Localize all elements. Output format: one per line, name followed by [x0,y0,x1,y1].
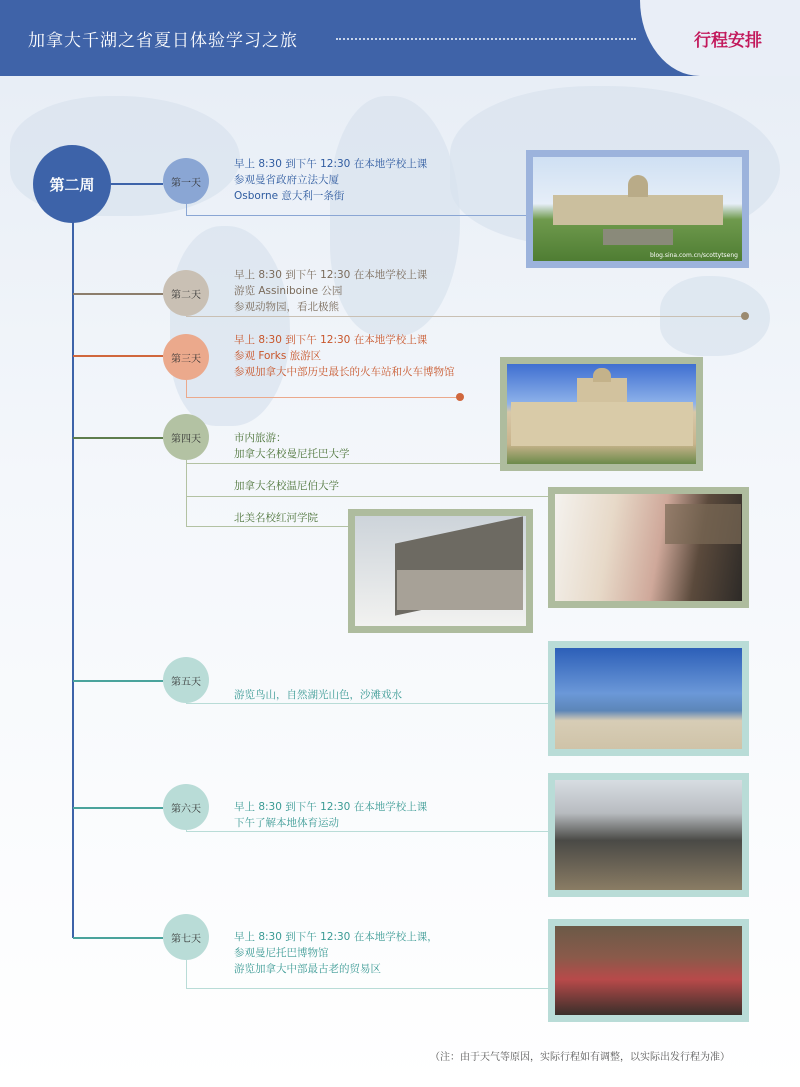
day4-rule [186,496,550,497]
red-river-college-photo [348,509,533,633]
day4-line: 加拿大名校曼尼托巴大学 [234,448,350,460]
day5-connector [73,680,163,682]
day2-badge: 第二天 [163,270,209,316]
page-title: 加拿大千湖之省夏日体验学习之旅 [28,31,298,51]
day7-line: 参观曼尼托巴博物馆 [234,947,329,959]
legislative-building-photo [526,150,749,268]
section-label: 行程安排 [694,31,762,51]
day3-line: 早上 8:30 到下午 12:30 在本地学校上课 [234,334,428,346]
footnote: （注：由于天气等原因，实际行程如有调整，以实际出发行程为准） [430,1052,730,1063]
day3-line: 参观 Forks 旅游区 [234,350,322,362]
day3-text [234,332,455,380]
day3-badge: 第三天 [163,334,209,380]
day3-end-dot [456,393,464,401]
day6-text [234,799,427,831]
day5-line: 游览鸟山，自然湖光山色，沙滩戏水 [234,689,402,701]
day4-rule [186,526,350,527]
day1-connector [111,183,163,185]
classroom-photo [548,773,749,897]
day1-text [234,156,427,204]
day2-line: 参观动物园，看北极熊 [234,301,339,313]
day3-connector [73,355,163,357]
photo-credit: blog.sina.com.cn/scottytseng [649,252,738,259]
day4-line: 加拿大名校温尼伯大学 [234,480,339,492]
day7-line: 早上 8:30 到下午 12:30 在本地学校上课， [234,931,438,943]
day7-badge: 第七天 [163,914,209,960]
day5-badge: 第五天 [163,657,209,703]
day2-rule [186,316,742,317]
day7-rule [186,988,550,989]
day2-end-dot [741,312,749,320]
day6-badge: 第六天 [163,784,209,830]
day4-line: 市内旅游： [234,432,287,444]
day4-badge: 第四天 [163,414,209,460]
group-photo [548,919,749,1022]
day6-rule [186,831,550,832]
day6-connector [73,807,163,809]
bird-hill-beach-photo [548,641,749,756]
day4-rule [186,463,502,464]
day3-stem [186,380,187,397]
day1-line: Osborne 意大利一条街 [234,190,345,202]
day6-line: 下午了解本地体育运动 [234,817,339,829]
day7-stem [186,960,187,988]
day1-line: 早上 8:30 到下午 12:30 在本地学校上课 [234,158,428,170]
header-bar [0,0,800,76]
day4-stem [186,460,187,526]
day4-line: 北美名校红河学院 [234,512,318,524]
day1-line: 参观曼省政府立法大厦 [234,174,339,186]
university-of-manitoba-photo [500,357,703,471]
title-dotted-rule [336,38,636,40]
day7-line: 游览加拿大中部最古老的贸易区 [234,963,381,975]
day2-connector [73,293,163,295]
day7-text [234,929,438,977]
day1-badge: 第一天 [163,158,209,204]
day3-line: 参观加拿大中部历史最长的火车站和火车博物馆 [234,366,455,378]
day4-connector [73,437,163,439]
week-badge: 第二周 [33,145,111,223]
timeline-trunk [72,222,74,938]
university-of-winnipeg-photo [548,487,749,608]
day2-text [234,267,427,315]
day2-line: 早上 8:30 到下午 12:30 在本地学校上课 [234,269,428,281]
day7-connector [73,937,163,939]
day1-rule [186,215,526,216]
day5-rule [186,703,550,704]
day2-line: 游览 Assiniboine 公园 [234,285,343,297]
map-shape [170,226,290,426]
day3-rule [186,397,458,398]
day6-line: 早上 8:30 到下午 12:30 在本地学校上课 [234,801,428,813]
day4-text [234,430,350,462]
